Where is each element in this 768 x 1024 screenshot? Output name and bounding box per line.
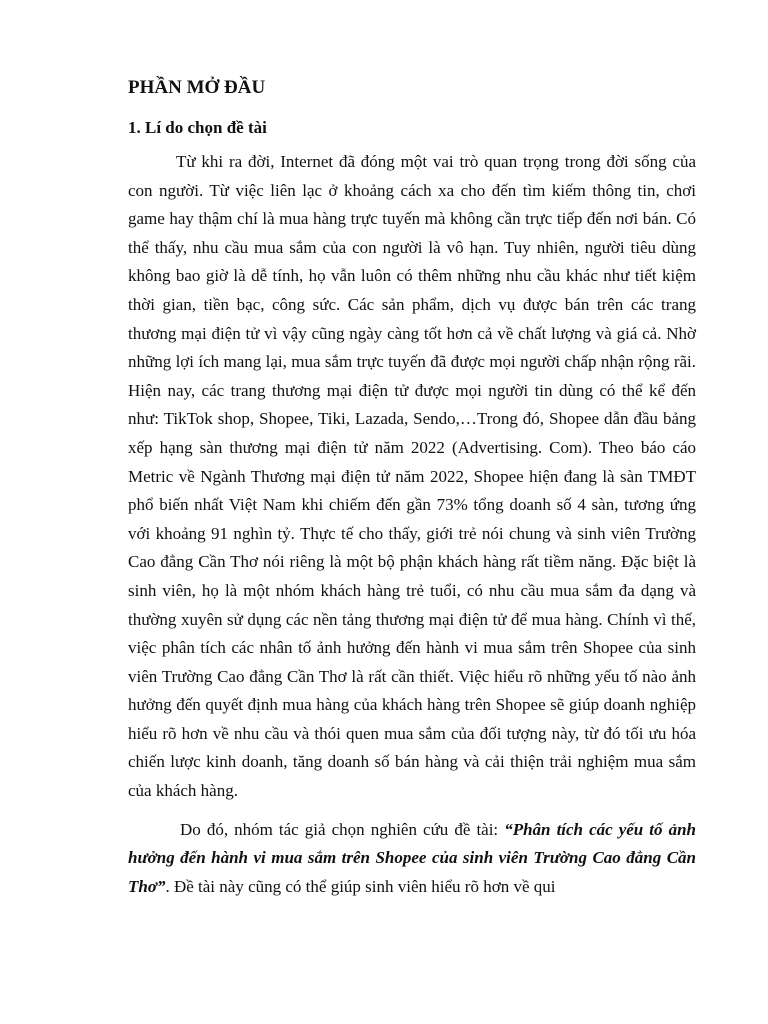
section-heading: 1. Lí do chọn đề tài (128, 118, 267, 137)
body-paragraph-1: Từ khi ra đời, Internet đã đóng một vai trò quan trọng trong đời sống của con người. Từ việc liên lạc ở khoảng cách xa cho đến tìm kiếm thông tin, chơi game hay thậm chí là mua hàng trực tuyến mà không cần trực tiếp đến nơi bán. Có thể thấy, nhu cầu mua sắm của con người là vô hạn. Tuy nhiên, người tiêu dùng không bao giờ là dễ tính, họ vẫn luôn có thêm những nhu cầu khác như tiết kiệm thời gian, tiền bạc, công sức. Các sản phẩm, dịch vụ được bán trên các trang thương mại điện tử vì vậy cũng ngày càng tốt hơn cả về chất lượng và giá cả. Nhờ những lợi ích mang lại, mua sắm trực tuyến đã được mọi người chấp nhận rộng rãi. Hiện nay, các trang thương mại điện tử được mọi người tin dùng có thể kể đến như: TikTok shop, Shopee, Tiki, Lazada, Sendo,…Trong đó, Shopee dẫn đầu bảng xếp hạng sàn thương mại điện tử năm 2022 (Advertising. Com). Theo báo cáo Metric về Ngành Thương mại điện tử năm 2022, Shopee hiện đang là sàn TMĐT phổ biến nhất Việt Nam khi chiếm đến gần 73% tổng doanh số 4 sàn, tương ứng với khoảng 91 nghìn tỷ. Thực tế cho thấy, giới trẻ nói chung và sinh viên Trường Cao đẳng Cần Thơ nói riêng là một bộ phận khách hàng rất tiềm năng. Đặc biệt là sinh viên, họ là một nhóm khách hàng trẻ tuổi, có nhu cầu mua sắm đa dạng và thường xuyên sử dụng các nền tảng thương mại điện tử để mua hàng. Chính vì thế, việc phân tích các nhân tố ảnh hưởng đến hành vi mua sắm trên Shopee của sinh viên Trường Cao đẳng Cần Thơ là rất cần thiết. Việc hiểu rõ những yếu tố nào ảnh hưởng đến quyết định mua hàng của khách hàng trên Shopee sẽ giúp doanh nghiệp hiểu rõ hơn về nhu cầu và thói quen mua sắm của đối tượng này, từ đó tối ưu hóa chiến lược kinh doanh, tăng doanh số bán hàng và cải thiện trải nghiệm mua sắm của khách hàng. (128, 152, 696, 801)
main-heading: PHẦN MỞ ĐẦU (128, 77, 266, 98)
research-title: “Phân tích các yếu tố ảnh hưởng đến hành vi mua sắm trên Shopee của sinh viên Trường Cao đẳng Cần Thơ” (128, 819, 696, 896)
body-paragraph-2 (128, 816, 696, 902)
document-page (128, 74, 696, 901)
paragraph-2-lead: Do đó, nhóm tác giả chọn nghiên cứu đề tài: (180, 819, 505, 839)
paragraph-2-tail: . Đề tài này cũng có thể giúp sinh viên hiểu rõ hơn về qui (165, 876, 556, 896)
